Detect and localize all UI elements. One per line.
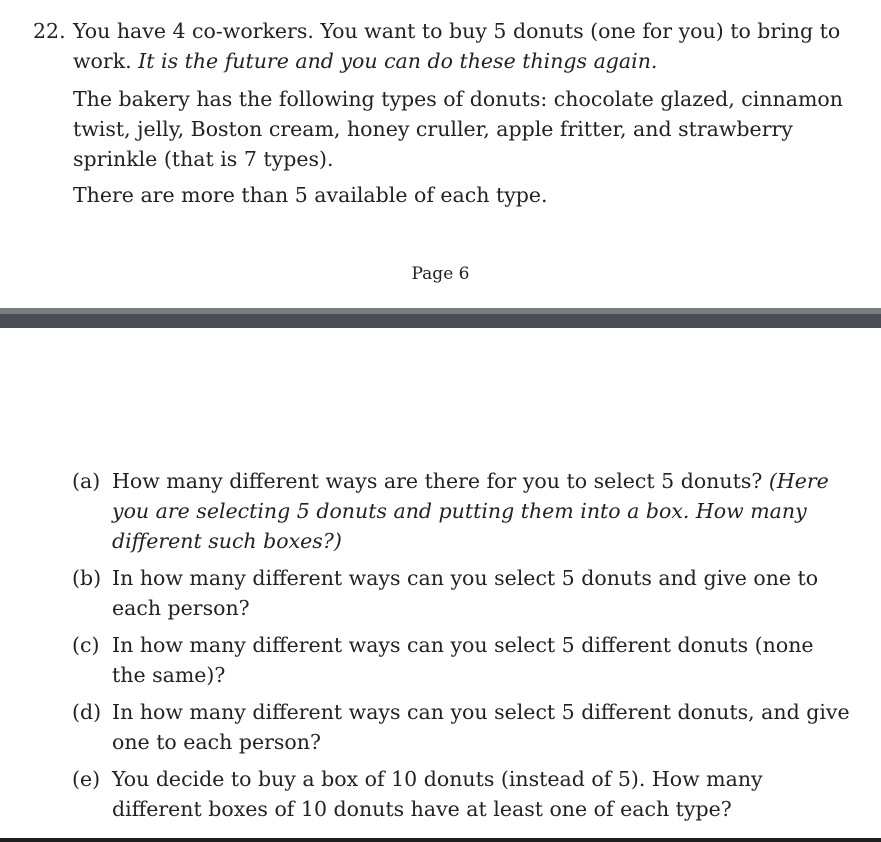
part-text: In how many different ways can you select 5 donuts and give one to each person?	[112, 566, 819, 620]
problem-intro	[73, 16, 853, 76]
problem-availability-text: There are more than 5 available of each type.	[73, 183, 548, 207]
problem-number: 22.	[33, 19, 66, 43]
part-text: How many different ways are there for you to select 5 donuts?	[112, 469, 769, 493]
part-text: In how many different ways can you select 5 different donuts (none the same)?	[112, 633, 814, 687]
part-label: (e)	[72, 767, 101, 791]
problem-body	[73, 16, 853, 210]
problem-part-e	[72, 764, 852, 824]
document-page-bottom	[0, 328, 881, 842]
page-separator	[0, 308, 881, 328]
problem-intro-italic: It is the future and you can do these things again.	[138, 49, 658, 73]
part-label: (c)	[72, 633, 100, 657]
part-label: (b)	[72, 566, 102, 590]
problem-part-a	[72, 466, 852, 556]
problem-22	[33, 16, 853, 216]
part-label: (a)	[72, 469, 101, 493]
part-italic-text: (Here you are selecting 5 donuts and putting them into a box. How many different such boxes?)	[112, 469, 829, 553]
page-separator-highlight	[0, 308, 881, 314]
problem-part-d	[72, 697, 852, 757]
page-number: Page 6	[411, 264, 470, 284]
part-text: In how many different ways can you select 5 different donuts, and give one to each person?	[112, 700, 850, 754]
problem-parts-list	[72, 466, 852, 831]
document-page-top	[0, 0, 881, 308]
problem-part-b	[72, 563, 852, 623]
part-text: You decide to buy a box of 10 donuts (instead of 5). How many different boxes of 10 donuts have at least one of each type?	[112, 767, 763, 821]
problem-part-c	[72, 630, 852, 690]
page-bottom-edge	[0, 838, 881, 842]
problem-bakery-text: The bakery has the following types of donuts: chocolate glazed, cinnamon twist, jelly, Boston cream, honey cruller, apple fritter, and strawberry sprinkle (that is 7 types).	[73, 87, 843, 171]
problem-intro-text: You have 4 co-workers. You want to buy 5 donuts (one for you) to bring to work.	[73, 19, 841, 73]
part-label: (d)	[72, 700, 102, 724]
